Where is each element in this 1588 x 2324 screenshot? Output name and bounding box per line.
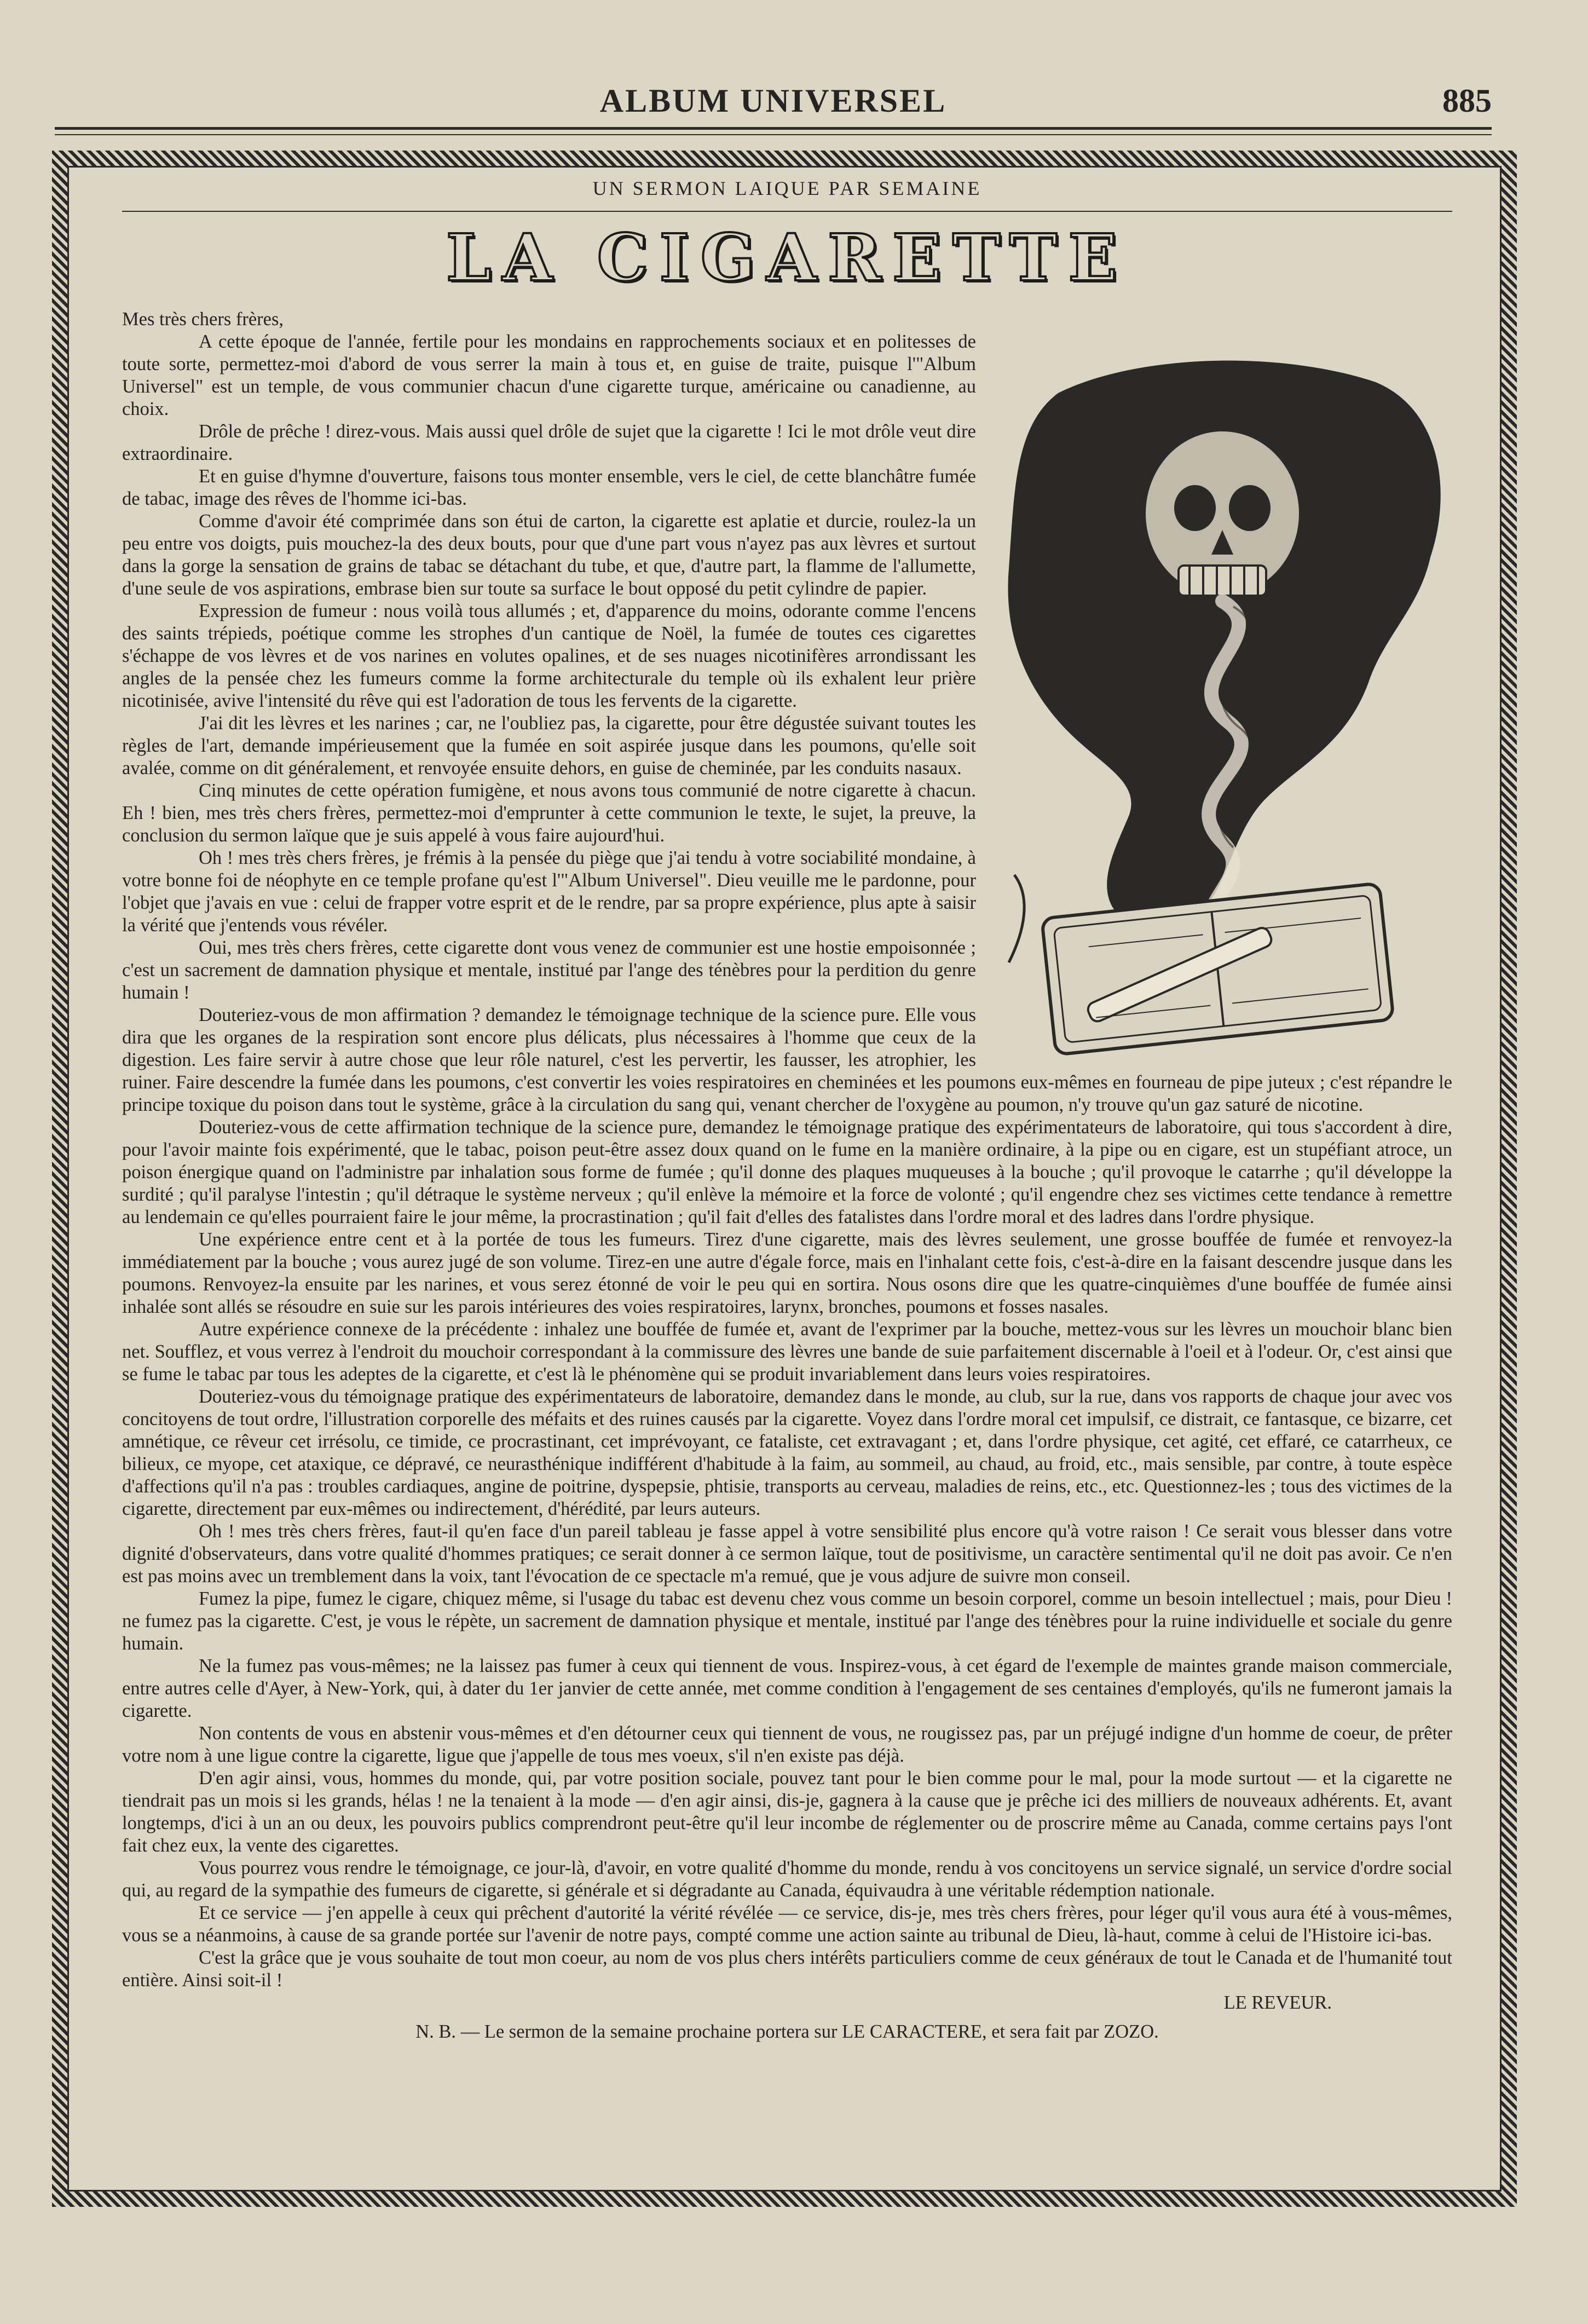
skull-illustration-icon [992,349,1452,1061]
paragraph: Oui, mes très chers frères, cette cigarette dont vous venez de communier est une hostie empoisonnée ; c'est un sacrement de damnation physique et mentale, institué par l'ange des ténèbres pour la perdition du genre humain ! [122,937,976,1003]
page-header [55,82,1492,126]
paragraph: Et ce service — j'en appelle à ceux qui prêchent d'autorité la vérité révélée — ce service, dis-je, mes très chers frères, pour léger qu'il vous aura été à vous-mêmes, vous se a néanmoins, à cause de sa grande portée sur l'avenir de notre pays, compté comme une action sainte au tribunal de Dieu, là-haut, comme à celui de l'Histoire ici-bas. [122,1902,1452,1946]
article-kicker: UN SERMON LAIQUE PAR SEMAINE [592,177,982,199]
paragraph: Fumez la pipe, fumez le cigare, chiquez même, si l'usage du tabac est devenu chez vous comme un besoin corporel, comme un besoin intellectuel ; mais, pour Dieu ! ne fumez pas la cigarette. C'est, je vous le répète, un sacrement de damnation physique et mentale, institué par l'ange des ténèbres pour la ruine individuelle et sociale du genre humain. [122,1588,1452,1654]
paragraph: Comme d'avoir été comprimée dans son étui de carton, la cigarette est aplatie et durcie, roulez-la un peu entre vos doigts, puis mouchez-la des deux bouts, pour que d'une part vous n'ayez pas aux lèvres et surtout dans la gorge la sensation de grains de tabac se détachant du tube, et que, d'autre part, la flamme de l'allumette, d'une seule de vos aspirations, embrase bien sur toute sa surface le bout opposé du petit cylindre de papier. [122,511,976,599]
paragraph: Ne la fumez pas vous-mêmes; ne la laissez pas fumer à ceux qui tiennent de vous. Inspirez-vous, à cet égard de l'exemple de maintes grande maison commerciale, entre autres celle d'Ayer, à New-York, qui, à dater du 1er janvier de cette année, met comme condition à l'engagement de ses centaines d'employés, qu'ils ne fumeront jamais la cigarette. [122,1656,1452,1721]
paragraph: Cinq minutes de cette opération fumigène, et nous avons tous communié de notre cigarette à chacun. Eh ! bien, mes très chers frères, permettez-moi d'emprunter à cette communion le texte, le sujet, la preuve, la conclusion du sermon laïque que je suis appelé à vous faire aujourd'hui. [122,780,976,846]
article-title: LA CIGARETTE [122,220,1452,296]
paragraph: D'en agir ainsi, vous, hommes du monde, qui, par votre position sociale, pouvez tant pour le bien comme pour le mal, pour la mode surtout — et la cigarette ne tiendrait pas un mois si les grands, hélas ! ne la tenaient à la mode — d'en agir ainsi, dis-je, gagnera à la cause que je prêche ici des milliers de nouveaux adhérents. Et, avant longtemps, d'ici à un an ou deux, les pouvoirs publics comprendront peut-être qu'il leur incombe de réglementer ou de proscrire même au Canada, comme certains pays l'ont fait chez eux, la vente des cigarettes. [122,1768,1452,1856]
paragraph: Drôle de prêche ! direz-vous. Mais aussi quel drôle de sujet que la cigarette ! Ici le mot drôle veut dire extraordinaire. [122,421,976,464]
paragraph: Autre expérience connexe de la précédente : inhalez une bouffée de fumée et, avant de l'exprimer par la bouche, mettez-vous sur les lèvres un mouchoir blanc bien net. Soufflez, et vous verrez à l'endroit du mouchoir correspondant à la commissure des lèvres une bande de suie parfaitement discernable à l'oeil et à l'odeur. Or, c'est ainsi que se fume le tabac par tous les adeptes de la cigarette, et c'est là le phénomène qui se produit invariablement dans leurs voies respiratoires. [122,1319,1452,1385]
article-body [122,308,1452,2170]
paragraph: Une expérience entre cent et à la portée de tous les fumeurs. Tirez d'une cigarette, mais des lèvres seulement, une grosse bouffée de fumée et renvoyez-la immédiatement par la bouche ; vous aurez jugé de son volume. Tirez-en une autre d'égale force, mais en l'inhalant cette fois, c'est-à-dire en la faisant descendre jusque dans les poumons. Renvoyez-la ensuite par les narines, et vous serez étonné de voir le peu qui en sortira. Nous osons dire que les quatre-cinquièmes d'une bouffée de fumée ainsi inhalée sont allés se résoudre en suie sur les parois intérieures des voies respiratoires, larynx, bronches, poumons et fosses nasales. [122,1229,1452,1317]
article [122,177,1452,2181]
paragraph: Douteriez-vous de mon affirmation ? demandez le témoignage technique de la science pure. Elle vous dira que les organes de la respiration sont encore plus délicats, plus nécessaires à l'homme que ceux de la digestion. Les faire servir à autre chose que leur rôle naturel, c'est les pervertir, les fausser, les atrophier, les ruiner. Faire descendre la fumée dans les poumons, c'est convertir les voies respiratoires en cheminées et les poumons eux-mêmes en fourneau de pipe juteux ; c'est répandre le principe toxique du poison dans tout le système, grâce à la circulation du sang qui, venant chercher de l'oxygène au poumon, n'y trouve qu'un gaz saturé de nicotine. [122,1005,1452,1115]
paragraph: C'est la grâce que je vous souhaite de tout mon coeur, au nom de vos plus chers intérêts particuliers comme de ceux généraux de tout le Canada et de l'humanité tout entière. Ainsi soit-il ! [122,1947,1452,1991]
page-number: 885 [1442,83,1492,119]
decorative-border-frame [52,151,1517,2207]
paragraph: A cette époque de l'année, fertile pour les mondains en rapprochements sociaux et en politesses de toute sorte, permettez-moi d'abord de vous serrer la main à tous et, en guise de traite, puisque l'"Album Universel" est un temple, de vous communier chacun d'une cigarette turque, américaine ou canadienne, au choix. [122,331,976,419]
paragraph: J'ai dit les lèvres et les narines ; car, ne l'oubliez pas, la cigarette, pour être dégustée suivant toutes les règles de l'art, demande impérieusement que la fumée en soit aspirée jusque dans les poumons, qu'elle soit avalée, comme on dit généralement, et renvoyée ensuite dehors, en guise de cheminée, par les conduits nasaux. [122,713,976,778]
footnote-nb: N. B. — Le sermon de la semaine prochaine portera sur LE CARACTERE, et sera fait par ZOZO. [415,2021,1159,2042]
header-rule-thick [55,127,1492,130]
salutation: Mes très chers frères, [122,309,284,330]
skull-smoke-illustration [992,349,1452,1061]
paragraph: Non contents de vous en abstenir vous-mêmes et d'en détourner ceux qui tiennent de vous, ne rougissez pas, par un préjugé indigne d'un homme de coeur, de prêter votre nom à une ligue contre la cigarette, ligue que j'appelle de tous mes voeux, s'il n'en existe pas déjà. [122,1723,1452,1766]
paragraph: Douteriez-vous du témoignage pratique des expérimentateurs de laboratoire, demandez dans le monde, au club, sur la rue, dans vos rapports de chaque jour avec vos concitoyens de tout ordre, l'illustration corporelle des méfaits et des ruines causés par la cigarette. Voyez dans l'ordre moral cet impulsif, ce distrait, ce fantasque, ce bizarre, cet amnétique, ce rêveur cet irrésolu, ce timide, ce procrastinant, cet imprévoyant, ce fataliste, cet extravagant ; et, dans l'ordre physique, cet agité, cet effaré, ce catarrheux, ce bilieux, ce myope, cet ataxique, ce dépravé, ce neurasthénique indifférent d'habitude à la faim, au sommeil, au chaud, au froid, etc., mais sensible, par contre, à toute espèce d'affections qu'il n'a pas : troubles cardiaques, angine de poitrine, dyspepsie, phtisie, transports au cerveau, maladies de reins, etc., etc. Questionnez-les ; tous des victimes de la cigarette, directement par eux-mêmes ou indirectement, d'hérédité, par leurs auteurs. [122,1386,1452,1519]
paragraph: Oh ! mes très chers frères, faut-il qu'en face d'un pareil tableau je fasse appel à votre sensibilité plus encore qu'à votre raison ! Ce serait vous blesser dans votre dignité d'observateurs, dans votre qualité d'hommes pratiques; ce serait donner à ce sermon laïque, tout de positivisme, un caractère sentimental qu'il ne doit pas avoir. Ce n'en est pas moins avec un tremblement dans la voix, tant l'évocation de ce spectacle m'a remué, que je vous adjure de suivre mon conseil. [122,1521,1452,1587]
kicker-rule [122,211,1452,212]
paragraph: Vous pourrez vous rendre le témoignage, ce jour-là, d'avoir, en votre qualité d'homme du monde, rendu à vos concitoyens un service signalé, un service d'ordre social qui, au regard de la sympathie des fumeurs de cigarette, si générale et si dégradante au Canada, équivaudra à une véritable rédemption nationale. [122,1858,1452,1901]
paragraph: Expression de fumeur : nous voilà tous allumés ; et, d'apparence du moins, odorante comme l'encens des saints trépieds, poétique comme les strophes d'un cantique de Noël, la fumée de toutes ces cigarettes s'échappe de vos lèvres et de vos narines en volutes opalines, et de ses nuages nicotinifères arrondissant les angles de la pensée chez les fumeurs comme la forme architecturale du temple où ils exhalent leur prière nicotinisée, avive l'intensité du rêve qui est l'adoration de tous les fervents de la cigarette. [122,601,976,711]
paragraph: Et en guise d'hymne d'ouverture, faisons tous monter ensemble, vers le ciel, de cette blanchâtre fumée de tabac, image des rêves de l'homme ici-bas. [122,466,976,509]
paragraph: Douteriez-vous de cette affirmation technique de la science pure, demandez le témoignage pratique des expérimentateurs de laboratoire, qui tous s'accordent à dire, pour l'avoir mainte fois expérimenté, que le tabac, poison peut-être assez doux quand on le fume en la manière ordinaire, à la pipe ou en cigare, est un stupéfiant atroce, un poison énergique quand on l'administre par inhalation sous forme de fumée ; qu'il donne des plaques muqueuses à la bouche ; qu'il provoque le catarrhe ; qu'il développe la surdité ; qu'il paralyse l'intestin ; qu'il détraque le système nerveux ; qu'il enlève la mémoire et la force de volonté ; qu'il engendre chez ses victimes cette tendance à remettre au lendemain ce qu'elles pourraient faire le jour même, la procrastination ; qu'il fait d'elles des fatalistes dans l'ordre moral et des ladres dans l'ordre physique. [122,1117,1452,1227]
magazine-title: ALBUM UNIVERSEL [599,83,947,119]
paragraph: Oh ! mes très chers frères, je frémis à la pensée du piège que j'ai tendu à votre sociabilité mondaine, à votre bonne foi de néophyte en ce temple profane qu'est l'"Album Universel". Dieu veuille me le pardonne, pour l'objet que j'avais en vue : celui de frapper votre esprit et de le rendre, par sa propre expérience, plus apte à saisir la vérité que j'entends vous révéler. [122,847,976,936]
header-rule-thin [55,134,1492,135]
signature: LE REVEUR. [1223,1992,1332,2013]
